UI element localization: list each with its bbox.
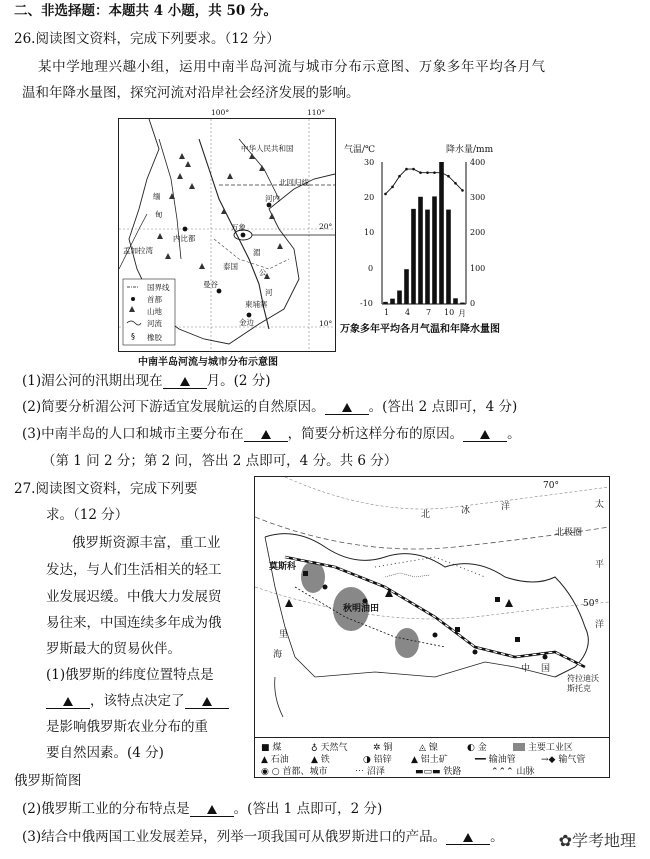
label-vladivostok-1: 符拉迪沃 — [567, 674, 599, 683]
label-mekong-2: 公 — [259, 268, 267, 277]
q27-sub2-text: (2)俄罗斯工业的分布特点是 — [22, 801, 190, 817]
legend-swamp: ⋯ 沼泽 — [355, 767, 385, 777]
label-thailand: 泰国 — [223, 262, 238, 271]
watermark-text: 学考地理 — [571, 831, 636, 850]
legend-gas-pipeline: →◆ 输气管 — [541, 755, 586, 765]
q26-sub2-tail: 。(答出 2 点即可，4 分) — [368, 399, 518, 415]
month-unit: 月 — [458, 309, 466, 318]
russia-map-caption: 俄罗斯简图 — [14, 773, 82, 789]
right-tick-100: 100 — [470, 264, 486, 273]
label-bangkok: 曼谷 — [203, 280, 218, 289]
legend-industrial-label: 主要工业区 — [527, 743, 573, 753]
legend-copper: ✲ 铜 — [373, 743, 393, 753]
legend-swamp-label: 沼泽 — [366, 767, 385, 777]
right-tick-400: 400 — [470, 158, 486, 167]
q26-sub3-tail: 。 — [507, 426, 521, 442]
legend-rubber: 橡胶 — [147, 333, 162, 342]
label-bay: 孟加拉湾 — [123, 246, 153, 255]
temp-point-5 — [412, 168, 415, 171]
precip-bar-12 — [460, 303, 465, 304]
label-burma-2: 甸 — [155, 210, 163, 219]
legend-gas-label: 天然气 — [320, 743, 348, 753]
label-vladivostok-2: 斯托克 — [567, 684, 591, 693]
temp-point-4 — [405, 168, 408, 171]
answer-blank-q26-3b[interactable] — [463, 427, 507, 442]
q26-para-1: 某中学地理兴趣小组，运用中南半岛河流与城市分布示意图、万象多年平均各月气 — [38, 59, 546, 75]
answer-blank-q27-2[interactable] — [190, 802, 234, 817]
legend-mountain-range: ⌃⌃⌃ 山脉 — [491, 767, 535, 777]
triangle-icon — [480, 430, 490, 439]
q26-para-2: 温和年降水量图，探究河流对沿岸社会经济发展的影响。 — [22, 85, 360, 101]
legend-nickel-label: 镍 — [428, 743, 438, 753]
right-tick-200: 200 — [470, 228, 486, 237]
temperature-line — [386, 169, 463, 194]
precip-bar-10 — [446, 210, 451, 304]
legend-oil-label: 石油 — [270, 755, 289, 765]
month-tick-4: 4 — [405, 308, 411, 317]
left-tick-20: 20 — [364, 193, 375, 202]
legend-oil-pipeline: ━━ 输油管 — [475, 755, 516, 765]
label-mekong-3: 河 — [265, 288, 273, 297]
q27-sub1-c: 是影响俄罗斯农业分布的重 — [46, 719, 208, 735]
q26-sub1-tail: 月。(2 分) — [206, 373, 271, 389]
indochina-map — [118, 108, 336, 352]
precip-bar-9 — [439, 162, 444, 304]
label-lat-70: 70° — [543, 481, 559, 491]
q27-para-2: 发达，与人们生活相关的轻工 — [46, 562, 222, 578]
label-lat-50: 50° — [583, 599, 599, 609]
triangle-icon — [261, 430, 271, 439]
q26-sub2-text: (2)简要分析湄公河下游适宜发展航运的自然原因。 — [22, 399, 325, 415]
q26-number: 26. — [14, 31, 36, 47]
svg-text:§: § — [131, 332, 135, 341]
map-lat-10: 10° — [319, 319, 333, 328]
right-tick-300: 300 — [470, 193, 486, 202]
climate-left-axis-title: 气温/℃ — [344, 145, 376, 155]
q26-sub2 — [22, 398, 517, 416]
legend-coal: ■ 煤 — [261, 743, 282, 753]
temp-point-7 — [426, 171, 429, 174]
q27-sub3 — [22, 828, 504, 846]
precip-bar-8 — [432, 196, 437, 304]
legend-mountain-label: 山脉 — [516, 767, 535, 777]
q26-sub3-text: (3)中南半岛的人口和城市主要分布在 — [22, 426, 244, 442]
precip-bar-4 — [404, 269, 409, 304]
q26-sub1 — [22, 372, 271, 390]
triangle-icon — [463, 833, 473, 842]
legend-border: 国界线 — [147, 283, 170, 292]
temp-point-1 — [384, 193, 387, 196]
label-china-1: 中 — [521, 664, 531, 674]
q27-para-1: 俄罗斯资源丰富，重工业 — [72, 535, 221, 551]
right-tick-0: 0 — [470, 299, 476, 308]
legend-copper-label: 铜 — [383, 743, 393, 753]
legend-railway-label: 铁路 — [443, 767, 462, 777]
legend-river: 河流 — [147, 319, 162, 328]
label-pacific-2: 平 — [595, 560, 605, 570]
label-cambodia: 柬埔寨 — [245, 300, 268, 309]
indochina-map-caption: 中南半岛河流与城市分布示意图 — [138, 357, 278, 368]
label-moscow: 莫斯科 — [269, 562, 297, 572]
q27-stem-2: 求。（12 分） — [46, 507, 129, 523]
temp-point-9 — [440, 171, 443, 174]
label-vientiane: 万象 — [231, 223, 246, 232]
map-lon-100: 100° — [211, 108, 230, 117]
precip-bar-5 — [411, 209, 416, 304]
label-pacific-3: 洋 — [595, 620, 605, 630]
triangle-icon — [342, 403, 352, 412]
left-tick-30: 30 — [364, 158, 375, 167]
q26-sub1-text: (1)湄公河的汛期出现在 — [22, 373, 163, 389]
label-phnompenh: 金边 — [239, 318, 254, 327]
label-ocean-1: 北 — [421, 510, 431, 520]
legend-nickel: ◬ 镍 — [419, 743, 438, 753]
legend-leadzinc: ◑ 铅锌 — [363, 755, 392, 765]
q27-para-3: 业发展迟缓。中俄大力发展贸 — [46, 589, 222, 605]
temp-point-12 — [461, 189, 464, 192]
label-hanoi: 河内 — [265, 194, 280, 203]
q26-scoring: （第 1 问 2 分；第 2 问，答出 2 点即可，4 分。共 6 分） — [42, 453, 398, 469]
label-tropic: 北回归线 — [279, 178, 309, 187]
q26-sub3-mid: ，简要分析这样分布的原因。 — [287, 426, 464, 442]
legend-gas: ♁ 天然气 — [311, 743, 348, 753]
label-china-2: 国 — [541, 664, 551, 674]
section-title: 二、非选择题：本题共 4 小题，共 50 分。 — [14, 3, 277, 19]
precip-bar-3 — [397, 291, 402, 304]
legend-oil-pipeline-label: 输油管 — [488, 755, 516, 765]
left-tick-0: 0 — [368, 264, 374, 273]
q27-sub1-d: 要自然因素。(4 分) — [46, 745, 164, 761]
label-arctic-circle: 北极圈 — [555, 528, 583, 538]
q26-stem — [14, 30, 280, 48]
label-china: 中华人民共和国 — [241, 144, 294, 153]
legend-bauxite: ▲ 铝土矿 — [411, 755, 448, 765]
wechat-icon: ✿ — [558, 831, 572, 850]
temp-point-10 — [447, 175, 450, 178]
answer-blank-q26-3a[interactable] — [244, 427, 288, 442]
legend-bauxite-label: 铝土矿 — [420, 755, 448, 765]
left-tick-10: 10 — [364, 228, 375, 237]
legend-capital: 首都 — [147, 295, 162, 304]
temp-point-8 — [433, 171, 436, 174]
temp-point-3 — [398, 175, 401, 178]
map-lon-110: 110° — [307, 108, 326, 117]
left-tick-neg10: -10 — [360, 299, 373, 308]
answer-blank-q27-3[interactable] — [446, 830, 490, 845]
triangle-icon — [207, 805, 217, 814]
legend-railway: ▬▭▬ 铁路 — [415, 767, 462, 777]
label-sea-2: 海 — [273, 650, 283, 660]
climate-right-axis-title: 降水量/mm — [446, 145, 494, 155]
label-naypyidaw: 内比都 — [173, 234, 196, 243]
legend-coal-label: 煤 — [272, 743, 282, 753]
temp-point-6 — [419, 171, 422, 174]
precip-bar-6 — [418, 197, 423, 304]
legend-mountain: 山地 — [147, 307, 162, 316]
label-mekong-1: 湄 — [253, 248, 261, 257]
label-pacific-1: 太 — [595, 500, 605, 510]
precip-bar-2 — [390, 299, 395, 304]
month-tick-10: 10 — [444, 308, 455, 317]
triangle-icon — [180, 377, 190, 386]
temp-point-11 — [454, 182, 457, 185]
precip-bar-7 — [425, 210, 430, 304]
triangle-icon — [202, 697, 212, 706]
q27-number: 27. — [14, 481, 36, 497]
industrial-zone-swatch — [513, 743, 525, 751]
label-burma-1: 缅 — [153, 192, 161, 201]
russia-map-drawing — [255, 477, 609, 737]
answer-blank-q27-1b[interactable] — [185, 694, 229, 709]
answer-blank-q26-2[interactable] — [325, 400, 369, 415]
legend-gas-pipeline-label: 输气管 — [558, 755, 586, 765]
legend-city: ◉ ○ 首都、城市 — [261, 767, 328, 777]
label-ocean-2: 冰 — [461, 506, 471, 516]
watermark — [559, 828, 636, 851]
month-tick-1: 1 — [384, 308, 390, 317]
month-tick-7: 7 — [426, 308, 432, 317]
legend-gold-label: 金 — [477, 743, 487, 753]
legend-iron: ▲ 铁 — [311, 755, 330, 765]
q27-para-4: 易往来，中国连续多年成为俄 — [46, 615, 222, 631]
legend-city-label: 首都、城市 — [282, 767, 328, 777]
triangle-icon — [63, 697, 73, 706]
q27-sub1-b — [46, 692, 229, 710]
russia-legend — [254, 738, 610, 778]
q27-sub2 — [22, 800, 382, 818]
precip-bar-1 — [383, 302, 388, 304]
q27-sub3-text: (3)结合中俄两国工业发展差异，列举一项我国可从俄罗斯进口的产品。 — [22, 829, 447, 845]
legend-leadzinc-label: 铅锌 — [373, 755, 392, 765]
q27-stem-1 — [14, 480, 197, 498]
temp-point-2 — [391, 186, 394, 189]
q27-sub3-tail: 。 — [490, 829, 504, 845]
q27-stem-text: 阅读图文资料，完成下列要 — [35, 481, 198, 497]
climate-chart — [338, 138, 518, 338]
legend-gold: ◐ 金 — [467, 743, 487, 753]
legend-oil: ▲ 石油 — [261, 755, 289, 765]
answer-blank-q26-1[interactable] — [163, 374, 207, 389]
label-qiuming: 秋明油田 — [343, 604, 380, 614]
q27-sub1-b-text: ，该特点决定了 — [90, 693, 185, 709]
legend-iron-label: 铁 — [320, 755, 330, 765]
q26-sub3 — [22, 425, 521, 443]
q26-stem-text: 阅读图文资料，完成下列要求。（12 分） — [35, 31, 280, 47]
climate-chart-caption: 万象多年平均各月气温和年降水量图 — [340, 324, 500, 335]
label-sea-1: 里 — [279, 630, 289, 640]
answer-blank-q27-1a[interactable] — [46, 694, 90, 709]
q27-para-5: 罗斯最大的贸易伙伴。 — [46, 641, 181, 657]
russia-map — [254, 476, 610, 738]
map-lat-20: 20° — [319, 222, 333, 231]
precip-bar-11 — [453, 298, 458, 304]
label-ocean-3: 洋 — [501, 502, 511, 512]
q27-sub1-a: (1)俄罗斯的纬度位置特点是 — [46, 667, 214, 683]
q27-sub2-tail: 。(答出 1 点即可，2 分) — [233, 801, 383, 817]
